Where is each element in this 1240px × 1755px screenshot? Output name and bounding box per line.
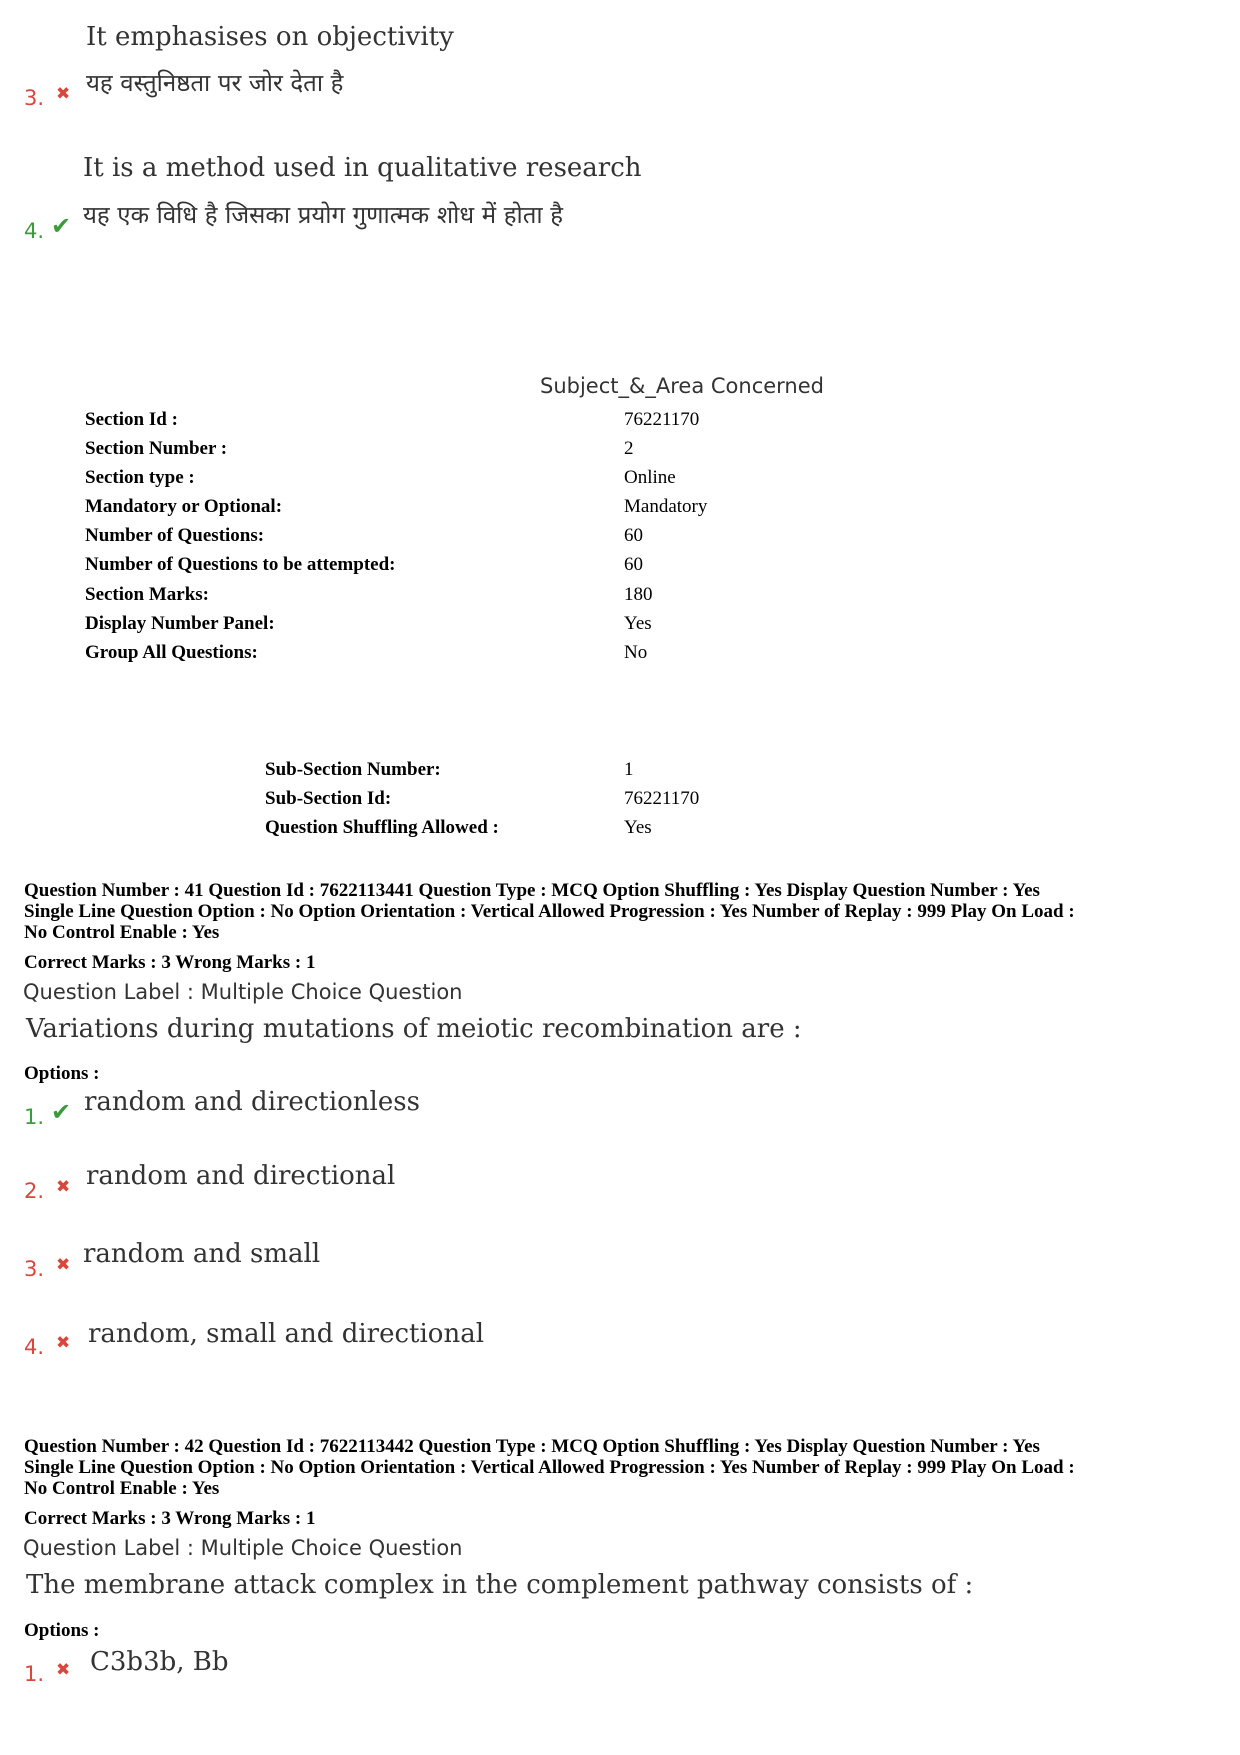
section-row-value: Yes <box>624 613 652 634</box>
subsection-row-key: Sub-Section Id: <box>265 788 392 809</box>
prev-option-3-hindi: यह वस्तुनिष्ठता पर जोर देता है <box>86 69 344 97</box>
option-number: 2. <box>24 1179 45 1203</box>
subsection-row-value: 76221170 <box>624 788 700 809</box>
question-label: Question Label : Multiple Choice Question <box>23 980 463 1004</box>
check-icon: ✔ <box>51 1098 72 1126</box>
section-row-key: Section Marks: <box>85 584 210 605</box>
option-number: 4. <box>24 1335 45 1359</box>
option-number: 3. <box>24 1257 45 1281</box>
option-text: random and small <box>83 1239 321 1269</box>
check-icon: ✔ <box>51 212 72 240</box>
prev-option-3-english: It emphasises on objectivity <box>86 22 454 52</box>
section-row-value: 60 <box>624 525 643 546</box>
section-row-key: Section Id : <box>85 409 178 430</box>
section-row-value: Mandatory <box>624 496 708 517</box>
section-row-key: Number of Questions: <box>85 525 265 546</box>
option-text: random and directional <box>86 1161 396 1191</box>
question-meta <box>24 880 1224 943</box>
options-heading: Options : <box>24 1620 100 1641</box>
option-text: C3b3b, Bb <box>90 1647 229 1677</box>
subsection-row-key: Sub-Section Number: <box>265 759 441 780</box>
subsection-row-key: Question Shuffling Allowed : <box>265 817 499 838</box>
question-marks: Correct Marks : 3 Wrong Marks : 1 <box>24 952 316 973</box>
options-heading: Options : <box>24 1063 100 1084</box>
question-meta-line: Single Line Question Option : No Option Orientation : Vertical Allowed Progression : Yes Number of Replay : 999 Play On Load : <box>24 901 1075 922</box>
question-meta-line: Question Number : 41 Question Id : 7622113441 Question Type : MCQ Option Shuffling : Yes Display Question Number : Yes <box>24 880 1040 901</box>
cross-icon: ✖ <box>56 1177 71 1197</box>
section-row-value: 60 <box>624 554 643 575</box>
prev-option-4-number: 4. <box>24 219 45 243</box>
section-row-key: Section Number : <box>85 438 228 459</box>
question-label: Question Label : Multiple Choice Question <box>23 1536 463 1560</box>
option-text: random, small and directional <box>88 1319 485 1349</box>
option-text: random and directionless <box>84 1087 420 1117</box>
question-meta <box>24 1436 1224 1499</box>
option-number: 1. <box>24 1105 45 1129</box>
prev-option-4-english: It is a method used in qualitative research <box>83 153 642 183</box>
cross-icon: ✖ <box>56 1255 71 1275</box>
question-marks: Correct Marks : 3 Wrong Marks : 1 <box>24 1508 316 1529</box>
question-meta-line: No Control Enable : Yes <box>24 922 220 943</box>
cross-icon: ✖ <box>56 84 71 104</box>
section-row-key: Number of Questions to be attempted: <box>85 554 396 575</box>
subsection-row-value: Yes <box>624 817 652 838</box>
question-meta-line: Single Line Question Option : No Option Orientation : Vertical Allowed Progression : Yes Number of Replay : 999 Play On Load : <box>24 1457 1075 1478</box>
subsection-row-value: 1 <box>624 759 634 780</box>
question-text: Variations during mutations of meiotic recombination are : <box>26 1014 802 1044</box>
section-row-value: 180 <box>624 584 653 605</box>
section-row-value: 76221170 <box>624 409 700 430</box>
question-meta-line: No Control Enable : Yes <box>24 1478 220 1499</box>
question-text: The membrane attack complex in the complement pathway consists of : <box>26 1570 974 1600</box>
section-row-key: Mandatory or Optional: <box>85 496 283 517</box>
cross-icon: ✖ <box>56 1333 71 1353</box>
section-row-value: No <box>624 642 648 663</box>
option-number: 1. <box>24 1662 45 1686</box>
question-meta-line: Question Number : 42 Question Id : 7622113442 Question Type : MCQ Option Shuffling : Yes Display Question Number : Yes <box>24 1436 1040 1457</box>
cross-icon: ✖ <box>56 1660 71 1680</box>
prev-option-3-number: 3. <box>24 86 45 110</box>
section-row-value: 2 <box>624 438 634 459</box>
section-row-key: Section type : <box>85 467 195 488</box>
section-row-value: Online <box>624 467 676 488</box>
section-title: Subject_&_Area Concerned <box>540 374 824 398</box>
prev-option-4-hindi: यह एक विधि है जिसका प्रयोग गुणात्मक शोध में होता है <box>83 201 563 229</box>
section-row-key: Group All Questions: <box>85 642 258 663</box>
section-row-key: Display Number Panel: <box>85 613 275 634</box>
